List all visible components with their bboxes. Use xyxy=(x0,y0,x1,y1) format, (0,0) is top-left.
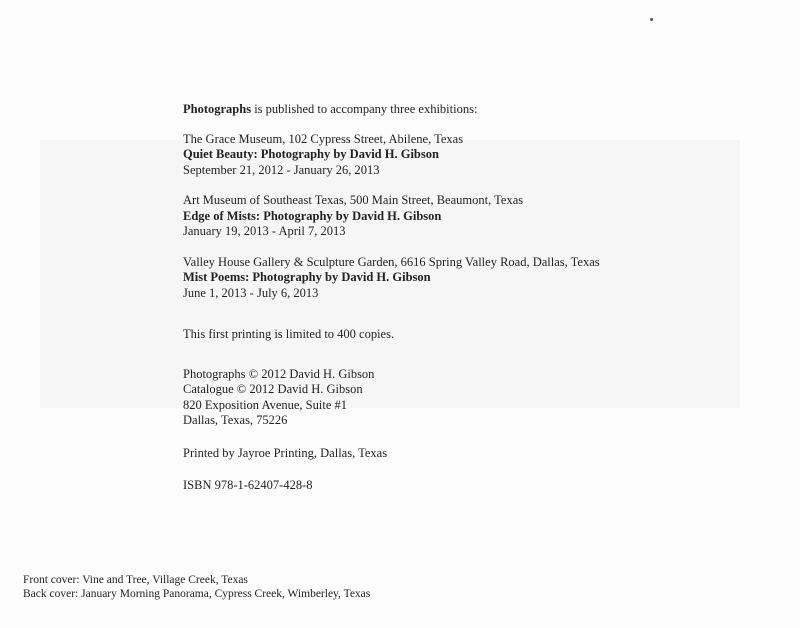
exhibition-venue: Valley House Gallery & Sculpture Garden, 6616 Spring Valley Road, Dallas, Texas xyxy=(183,254,600,269)
exhibition-title: Edge of Mists: Photography by David H. Gibson xyxy=(183,208,442,223)
exhibition-title: Quiet Beauty: Photography by David H. Gibson xyxy=(183,147,439,161)
exhibition-title: Mist Poems: Photography by David H. Gibson xyxy=(183,270,431,284)
exhibition-block-3 xyxy=(183,255,743,302)
front-cover-credit: Front cover: Vine and Tree, Village Creek, Texas xyxy=(23,574,248,586)
exhibition-block-2 xyxy=(183,193,743,240)
cover-credits xyxy=(23,573,370,601)
intro-line xyxy=(183,102,743,118)
scan-speck xyxy=(650,18,653,21)
colophon-text xyxy=(183,102,743,494)
printer-credit: Printed by Jayroe Printing, Dallas, Texas xyxy=(183,445,388,460)
exhibition-block-1 xyxy=(183,132,743,179)
exhibition-dates: January 19, 2013 - April 7, 2013 xyxy=(183,224,346,238)
copyright-block xyxy=(183,367,743,429)
address-line-1: 820 Exposition Avenue, Suite #1 xyxy=(183,397,347,412)
intro-rest: is published to accompany three exhibitions: xyxy=(251,102,478,116)
exhibition-venue: The Grace Museum, 102 Cypress Street, Abilene, Texas xyxy=(183,131,464,146)
printing-limit-note: This first printing is limited to 400 copies. xyxy=(183,327,395,341)
isbn: ISBN 978-1-62407-428-8 xyxy=(183,478,313,492)
address-line-2: Dallas, Texas, 75226 xyxy=(183,413,288,427)
photographs-copyright: Photographs © 2012 David H. Gibson xyxy=(183,366,375,381)
intro-title-word: Photographs xyxy=(183,102,252,116)
exhibition-dates: September 21, 2012 - January 26, 2013 xyxy=(183,162,380,177)
back-cover-credit: Back cover: January Morning Panorama, Cypress Creek, Wimberley, Texas xyxy=(23,588,371,600)
catalogue-copyright: Catalogue © 2012 David H. Gibson xyxy=(183,382,363,396)
exhibition-dates: June 1, 2013 - July 6, 2013 xyxy=(183,285,319,300)
exhibition-venue: Art Museum of Southeast Texas, 500 Main Street, Beaumont, Texas xyxy=(183,193,524,207)
